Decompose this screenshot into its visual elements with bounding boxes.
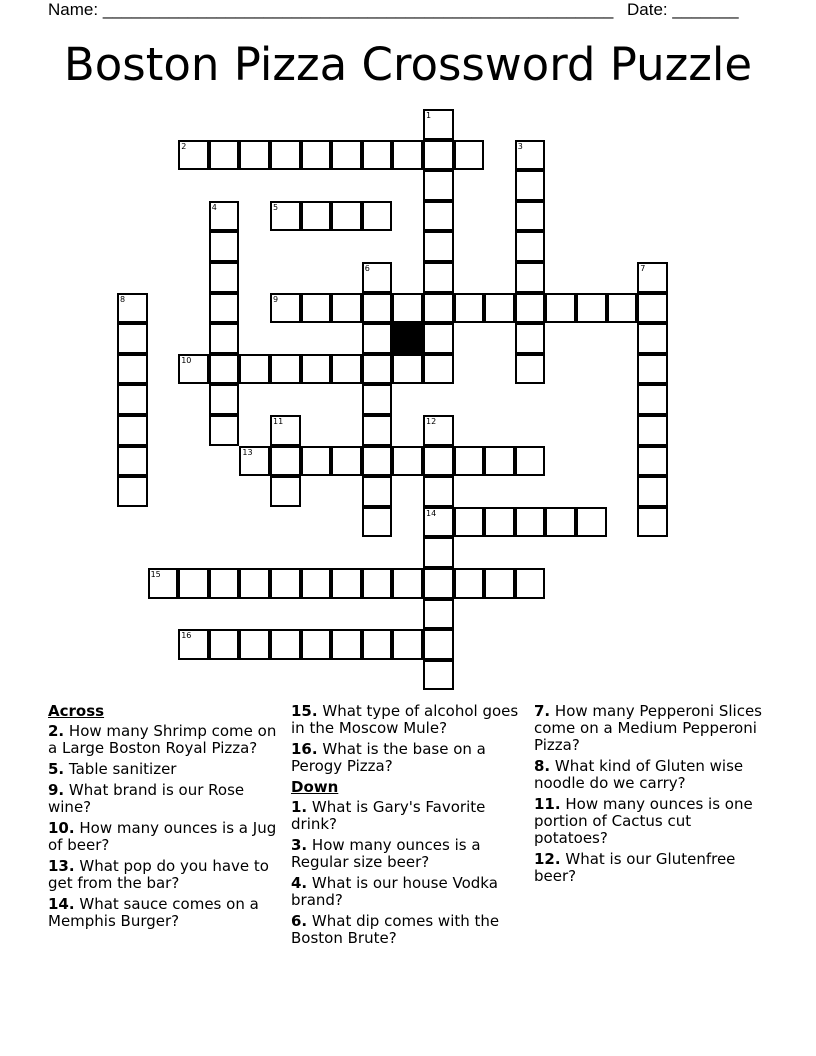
grid-cell[interactable] [209, 323, 240, 354]
grid-cell[interactable] [209, 415, 240, 446]
down-clue [534, 796, 766, 847]
grid-cell[interactable] [362, 354, 393, 385]
grid-cell[interactable] [178, 568, 209, 599]
clue-number: 11 [273, 417, 284, 426]
clue-num: 10. [48, 819, 75, 837]
clue-text: How many Pepperoni Slices come on a Medium Pepperoni Pizza? [534, 702, 762, 754]
grid-cell[interactable] [362, 568, 393, 599]
grid-cell[interactable] [637, 323, 668, 354]
grid-cell[interactable] [117, 293, 148, 324]
clue-num: 7. [534, 702, 551, 720]
grid-cell[interactable] [423, 354, 454, 385]
down-clue [534, 703, 766, 754]
grid-cell[interactable] [362, 293, 393, 324]
grid-cell[interactable] [331, 201, 362, 232]
grid-cell[interactable] [515, 354, 546, 385]
grid-cell[interactable] [515, 323, 546, 354]
grid-cell[interactable] [423, 476, 454, 507]
clue-num: 12. [534, 850, 561, 868]
across-clue [48, 761, 280, 778]
grid-cell[interactable] [423, 140, 454, 171]
grid-cell[interactable] [362, 629, 393, 660]
grid-cell[interactable] [301, 201, 332, 232]
clue-text: What is the base on a Perogy Pizza? [291, 740, 486, 775]
grid-cell[interactable] [362, 262, 393, 293]
clue-num: 3. [291, 836, 308, 854]
grid-cell[interactable] [270, 415, 301, 446]
grid-cell[interactable] [515, 231, 546, 262]
grid-cell[interactable] [423, 231, 454, 262]
clue-number: 6 [364, 264, 370, 273]
clue-number: 7 [640, 264, 646, 273]
grid-cell[interactable] [301, 293, 332, 324]
clue-text: What dip comes with the Boston Brute? [291, 912, 500, 947]
grid-cell[interactable] [545, 507, 576, 538]
clue-number: 5 [273, 202, 279, 212]
grid-cell[interactable] [239, 446, 270, 477]
grid-cell[interactable] [270, 293, 301, 324]
clue-text: What kind of Gluten wise noodle do we carry? [534, 757, 744, 792]
grid-cell[interactable] [423, 323, 454, 354]
grid-cell[interactable] [301, 140, 332, 171]
grid-cell[interactable] [576, 293, 607, 324]
clue-num: 8. [534, 757, 551, 775]
grid-cell[interactable] [209, 201, 240, 232]
grid-cell[interactable] [637, 446, 668, 477]
clue-num: 16. [291, 740, 318, 758]
grid-cell[interactable] [576, 507, 607, 538]
grid-cell[interactable] [331, 629, 362, 660]
grid-cell[interactable] [392, 140, 423, 171]
grid-cell[interactable] [117, 446, 148, 477]
down-clue [291, 799, 523, 833]
grid-cell[interactable] [454, 446, 485, 477]
grid-cell[interactable] [454, 568, 485, 599]
grid-cell[interactable] [515, 568, 546, 599]
grid-cell[interactable] [117, 415, 148, 446]
clue-text: What brand is our Rose wine? [48, 781, 245, 816]
grid-cell[interactable] [209, 354, 240, 385]
grid-cell[interactable] [515, 507, 546, 538]
grid-cell[interactable] [270, 568, 301, 599]
grid-cell[interactable] [484, 293, 515, 324]
grid-cell[interactable] [209, 262, 240, 293]
grid-cell[interactable] [209, 140, 240, 171]
grid-cell[interactable] [423, 262, 454, 293]
name-line: ______________________________________________________ [102, 0, 614, 19]
across-clue [48, 858, 280, 892]
grid-cell[interactable] [209, 629, 240, 660]
clues-column-3 [534, 703, 766, 889]
grid-cell[interactable] [117, 354, 148, 385]
grid-cell[interactable] [331, 293, 362, 324]
clue-text: How many Shrimp come on a Large Boston Royal Pizza? [48, 722, 277, 757]
clues-column-1 [48, 703, 280, 934]
grid-cell[interactable] [454, 293, 485, 324]
grid-cell[interactable] [515, 293, 546, 324]
grid-cell[interactable] [392, 293, 423, 324]
grid-cell[interactable] [239, 629, 270, 660]
grid-cell[interactable] [178, 629, 209, 660]
clue-text: Table sanitizer [68, 760, 177, 778]
grid-cell[interactable] [423, 201, 454, 232]
clue-number: 14 [426, 508, 437, 518]
down-clue [291, 913, 523, 947]
grid-cell[interactable] [637, 262, 668, 293]
grid-cell[interactable] [423, 660, 454, 691]
grid-cell[interactable] [331, 354, 362, 385]
down-clue [534, 851, 766, 885]
grid-cell[interactable] [362, 384, 393, 415]
grid-cell[interactable] [362, 415, 393, 446]
clue-number: 15 [150, 570, 161, 579]
clue-number: 10 [181, 355, 192, 365]
grid-cell[interactable] [362, 446, 393, 477]
grid-cell[interactable] [301, 354, 332, 385]
grid-cell[interactable] [117, 476, 148, 507]
grid-cell[interactable] [423, 507, 454, 538]
grid-cell[interactable] [270, 446, 301, 477]
grid-cell[interactable] [301, 629, 332, 660]
grid-cell[interactable] [301, 446, 332, 477]
grid-cell[interactable] [270, 201, 301, 232]
clue-text: How many ounces is a Jug of beer? [48, 819, 277, 854]
grid-cell[interactable] [270, 140, 301, 171]
down-clue [291, 875, 523, 909]
across-clue [48, 896, 280, 930]
down-clue [291, 837, 523, 871]
grid-cell[interactable] [392, 568, 423, 599]
clue-number: 4 [211, 202, 217, 212]
clue-text: What is our Glutenfree beer? [534, 850, 736, 885]
grid-cell[interactable] [515, 140, 546, 171]
grid-cell[interactable] [270, 354, 301, 385]
clue-num: 6. [291, 912, 308, 930]
across-heading: Across [48, 702, 105, 720]
grid-cell[interactable] [637, 354, 668, 385]
down-heading: Down [291, 778, 339, 796]
grid-cell[interactable] [117, 384, 148, 415]
grid-cell[interactable] [392, 354, 423, 385]
grid-cell[interactable] [331, 140, 362, 171]
grid-cell[interactable] [301, 568, 332, 599]
grid-cell[interactable] [148, 568, 179, 599]
date-line: _______ [672, 0, 739, 19]
clue-text: What is our house Vodka brand? [291, 874, 498, 909]
clue-num: 9. [48, 781, 65, 799]
clue-text: What type of alcohol goes in the Moscow Mule? [291, 702, 519, 737]
grid-cell[interactable] [637, 293, 668, 324]
grid-cell[interactable] [178, 140, 209, 171]
clue-number: 9 [273, 294, 279, 304]
grid-cell[interactable] [484, 568, 515, 599]
grid-cell[interactable] [454, 140, 485, 171]
clue-text: How many ounces is a Regular size beer? [291, 836, 481, 871]
across-clue [291, 703, 523, 737]
grid-cell[interactable] [239, 568, 270, 599]
clue-number: 16 [181, 631, 192, 641]
across-clue [48, 820, 280, 854]
grid-cell[interactable] [239, 354, 270, 385]
across-clue [291, 741, 523, 775]
grid-cell[interactable] [545, 293, 576, 324]
grid-cell[interactable] [362, 140, 393, 171]
clues-column-2 [291, 703, 523, 951]
grid-cell[interactable] [209, 231, 240, 262]
clue-num: 5. [48, 760, 65, 778]
grid-cell[interactable] [423, 109, 454, 140]
clue-number: 2 [181, 141, 187, 151]
clue-number: 8 [120, 294, 126, 304]
grid-cell[interactable] [515, 262, 546, 293]
grid-cell[interactable] [331, 446, 362, 477]
clue-num: 15. [291, 702, 318, 720]
grid-cell[interactable] [362, 507, 393, 538]
clue-text: How many ounces is one portion of Cactus cut potatoes? [534, 795, 753, 847]
grid-cell[interactable] [270, 629, 301, 660]
clue-number: 13 [242, 447, 253, 457]
grid-cell[interactable] [607, 293, 638, 324]
grid-cell[interactable] [637, 476, 668, 507]
grid-cell[interactable] [423, 446, 454, 477]
grid-cell[interactable] [423, 537, 454, 568]
clue-number: 12 [426, 417, 437, 426]
black-cell [392, 323, 423, 354]
page-title: Boston Pizza Crossword Puzzle [63, 38, 753, 91]
grid-cell[interactable] [423, 415, 454, 446]
grid-cell[interactable] [392, 446, 423, 477]
grid-cell[interactable] [423, 629, 454, 660]
clue-num: 4. [291, 874, 308, 892]
grid-cell[interactable] [362, 201, 393, 232]
grid-cell[interactable] [637, 384, 668, 415]
across-clue [48, 723, 280, 757]
clue-num: 14. [48, 895, 75, 913]
grid-cell[interactable] [239, 140, 270, 171]
grid-cell[interactable] [362, 323, 393, 354]
grid-cell[interactable] [454, 507, 485, 538]
grid-cell[interactable] [362, 476, 393, 507]
grid-cell[interactable] [515, 201, 546, 232]
clue-number: 3 [517, 141, 523, 151]
grid-cell[interactable] [637, 507, 668, 538]
clue-text: What pop do you have to get from the bar? [48, 857, 269, 892]
grid-cell[interactable] [423, 599, 454, 630]
down-clue [534, 758, 766, 792]
grid-cell[interactable] [637, 415, 668, 446]
grid-cell[interactable] [270, 476, 301, 507]
grid-cell[interactable] [392, 629, 423, 660]
date-label: Date: [627, 0, 668, 19]
grid-cell[interactable] [484, 446, 515, 477]
grid-cell[interactable] [209, 384, 240, 415]
clue-num: 2. [48, 722, 65, 740]
grid-cell[interactable] [515, 446, 546, 477]
grid-cell[interactable] [423, 293, 454, 324]
grid-cell[interactable] [423, 568, 454, 599]
grid-cell[interactable] [209, 293, 240, 324]
across-clue [48, 782, 280, 816]
grid-cell[interactable] [423, 170, 454, 201]
clue-text: What is Gary's Favorite drink? [291, 798, 486, 833]
clue-num: 1. [291, 798, 308, 816]
clue-number: 1 [426, 111, 432, 120]
clue-text: What sauce comes on a Memphis Burger? [48, 895, 259, 930]
clue-num: 11. [534, 795, 561, 813]
grid-cell[interactable] [209, 568, 240, 599]
name-label: Name: [48, 0, 99, 19]
grid-cell[interactable] [484, 507, 515, 538]
grid-cell[interactable] [331, 568, 362, 599]
grid-cell[interactable] [178, 354, 209, 385]
grid-cell[interactable] [515, 170, 546, 201]
grid-cell[interactable] [117, 323, 148, 354]
clue-num: 13. [48, 857, 75, 875]
